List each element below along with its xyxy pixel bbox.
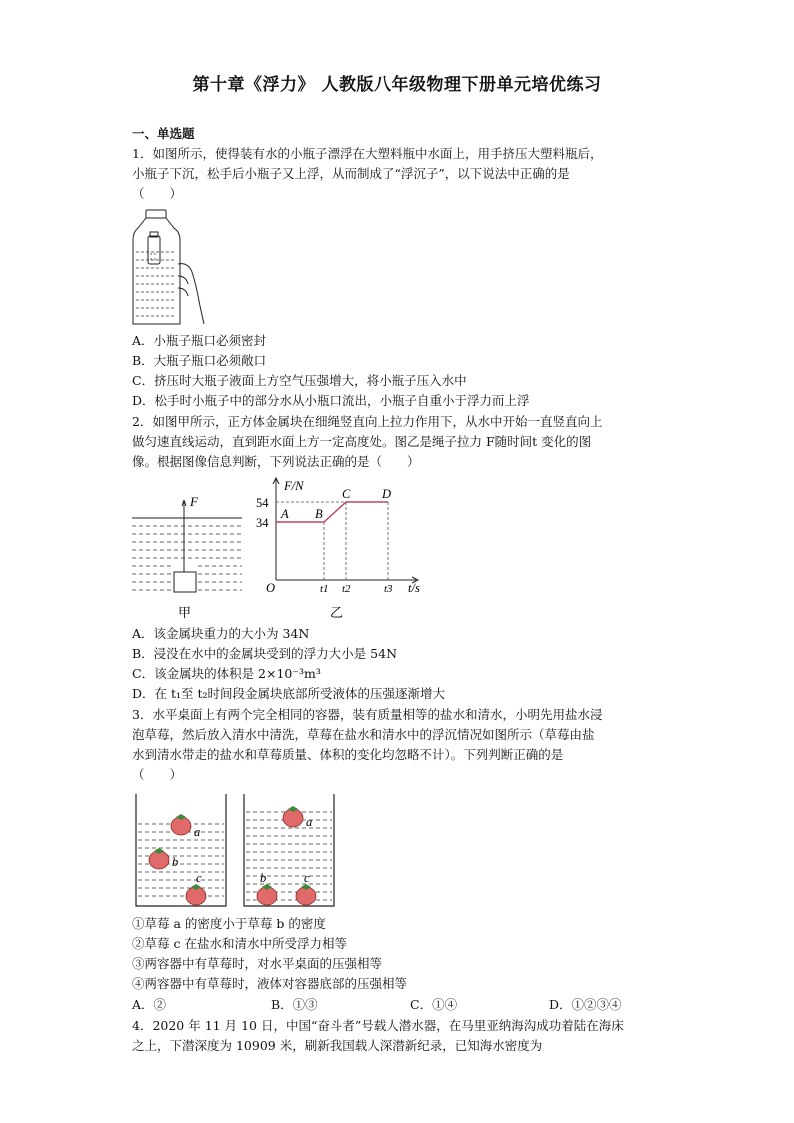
question-2-options xyxy=(132,624,672,704)
x-tick-t1: t1 xyxy=(320,583,329,595)
q2-option-b: B．浸没在水中的金属块受到的浮力大小是 54N xyxy=(132,646,398,661)
question-1-options xyxy=(132,331,672,411)
x-tick-t2: t2 xyxy=(342,583,351,595)
q3-statement-3: ③两容器中有草莓时，对水平桌面的压强相等 xyxy=(132,956,383,971)
page-title: 第十章《浮力》 人教版八年级物理下册单元培优练习 xyxy=(192,75,602,95)
q3-line: （ ） xyxy=(132,767,183,782)
q1-option-c: C．挤压时大瓶子液面上方空气压强增大，将小瓶子压入水中 xyxy=(132,373,467,388)
q2-option-c: C．该金属块的体积是 2×10⁻³m³ xyxy=(132,666,321,681)
strawberry-containers-figure xyxy=(130,790,340,914)
figure-jia-block-in-water xyxy=(128,474,248,624)
label-c-right: c xyxy=(304,871,310,885)
q1-option-b: B．大瓶子瓶口必须敞口 xyxy=(132,353,267,368)
figure-jia-caption: 甲 xyxy=(178,605,192,620)
label-a-right: a xyxy=(306,815,313,829)
force-curve xyxy=(276,502,388,522)
figure-yi-force-time-graph xyxy=(252,474,432,624)
label-b-left: b xyxy=(172,855,179,869)
q3-line: 泡草莓，然后放入清水中清洗，草莓在盐水和清水中的浮沉情况如图所示（草莓由盐 xyxy=(132,727,595,742)
q2-line: 做匀速直线运动，直到距水面上方一定高度处。图乙是绳子拉力 F随时间t 变化的图 xyxy=(132,434,592,449)
question-2-stem xyxy=(132,412,672,472)
bottle-figure xyxy=(130,206,212,328)
q3-option-b: B．①③ xyxy=(271,997,318,1012)
q1-line: 1．如图所示，使得装有水的小瓶子漂浮在大塑料瓶中水面上，用手挤压大塑料瓶后， xyxy=(132,146,603,161)
point-a-label: A xyxy=(281,507,289,521)
label-a-left: a xyxy=(194,825,201,839)
q2-line: 像。根据图像信息判断，下列说法正确的是（ ） xyxy=(132,454,420,469)
q2-line: 2．如图甲所示，正方体金属块在细绳竖直向上拉力作用下，从水中开始一直竖直向上 xyxy=(132,414,603,429)
q3-statement-1: ①草莓 a 的密度小于草莓 b 的密度 xyxy=(132,916,326,931)
x-axis-label: t/s xyxy=(408,581,420,595)
q3-statement-2: ②草莓 c 在盐水和清水中所受浮力相等 xyxy=(132,936,347,951)
origin-label: O xyxy=(266,581,276,595)
question-3-stem xyxy=(132,705,672,785)
figure-yi-caption: 乙 xyxy=(330,605,344,620)
question-3-statements xyxy=(132,914,672,994)
question-1-stem xyxy=(132,144,672,204)
q4-line: 之上，下潜深度为 10909 米，刷新我国载人深潜新纪录，已知海水密度为 xyxy=(132,1038,543,1053)
x-tick-t3: t3 xyxy=(384,583,393,595)
q3-option-a: A．② xyxy=(132,997,167,1012)
question-4-stem xyxy=(132,1016,672,1056)
label-b-right: b xyxy=(260,871,267,885)
q1-option-a: A．小瓶子瓶口必须密封 xyxy=(132,333,267,348)
point-d-label: D xyxy=(382,487,392,501)
point-c-label: C xyxy=(342,487,351,501)
label-c-left: c xyxy=(196,871,202,885)
y-tick-34: 34 xyxy=(256,516,269,530)
q2-option-a: A．该金属块重力的大小为 34N xyxy=(132,626,310,641)
section-heading: 一、单选题 xyxy=(132,126,195,141)
q1-line: （ ） xyxy=(132,186,183,201)
q1-option-d: D．松手时小瓶子中的部分水从小瓶口流出，小瓶子自重小于浮力而上浮 xyxy=(132,393,530,408)
q3-statement-4: ④两容器中有草莓时，液体对容器底部的压强相等 xyxy=(132,976,408,991)
y-tick-54: 54 xyxy=(256,496,269,510)
q3-line: 3．水平桌面上有两个完全相同的容器，装有质量相等的盐水和清水，小明先用盐水浸 xyxy=(132,707,603,722)
q2-option-d: D．在 t₁至 t₂时间段金属块底部所受液体的压强逐渐增大 xyxy=(132,686,446,701)
force-label: F xyxy=(190,494,198,509)
q3-option-c: C．①④ xyxy=(410,997,458,1012)
y-axis-label: F/N xyxy=(284,479,304,493)
q4-line: 4．2020 年 11 月 10 日，中国“奋斗者”号载人潜水器，在马里亚纳海沟成功着陆在海床 xyxy=(132,1018,624,1033)
q3-line: 水到清水带走的盐水和草莓质量、体积的变化均忽略不计）。下列判断正确的是 xyxy=(132,747,564,762)
q3-option-d: D．①②③④ xyxy=(549,997,622,1012)
point-b-label: B xyxy=(315,507,323,521)
q1-line: 小瓶子下沉，松手后小瓶子又上浮，从而制成了“浮沉子”，以下说法中正确的是 xyxy=(132,166,570,181)
